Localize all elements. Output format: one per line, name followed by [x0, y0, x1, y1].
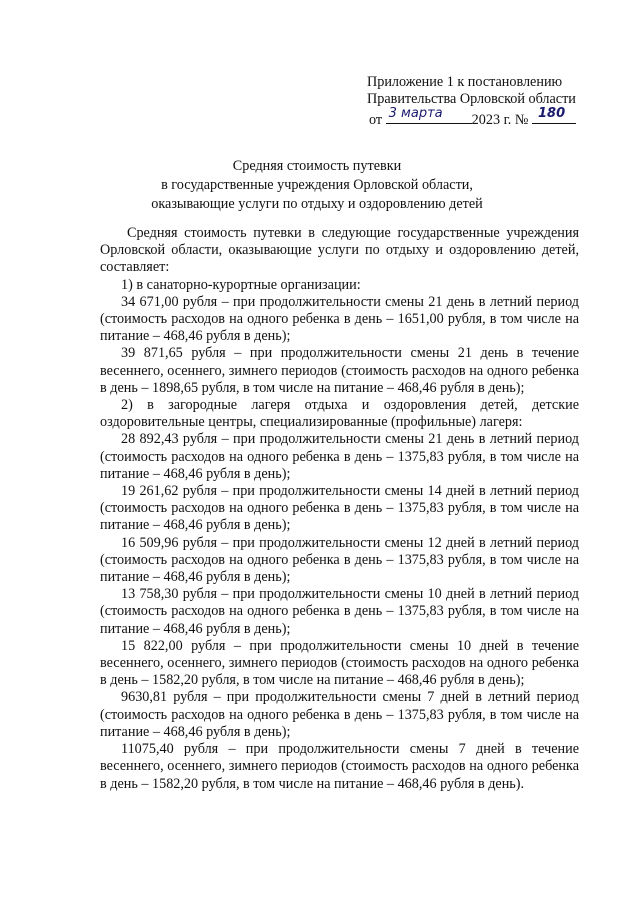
- appendix-year-text: 2023 г. №: [471, 112, 529, 128]
- paragraph-price-item: 39 871,65 рубля – при продолжительности смены 21 день в течение весеннего, осеннего, зимнего периодов (стоимость расходов на одного ребенка в день – 1898,65 рубля, в том числе на питание – 468,46 рубля в день);: [100, 345, 579, 396]
- paragraph-price-item: 28 892,43 рубля – при продолжительности смены 21 день в летний период (стоимость расходов на одного ребенка в день – 1375,83 рубля, в том числе на питание – 468,46 рубля в день);: [100, 431, 579, 482]
- handwritten-number-text: 180: [537, 106, 566, 121]
- appendix-header: [367, 74, 617, 129]
- paragraph-price-item: 34 671,00 рубля – при продолжительности смены 21 день в летний период (стоимость расходов на одного ребенка в день – 1651,00 рубля, в том числе на питание – 468,46 рубля в день);: [100, 293, 579, 345]
- paragraph-price-item: 16 509,96 рубля – при продолжительности смены 12 дней в летний период (стоимость расходов на одного ребенка в день – 1375,83 рубля, в том числе на питание – 468,46 рубля в день);: [100, 534, 579, 586]
- paragraph-camps-heading: 2) в загородные лагеря отдыха и оздоровления детей, детские оздоровительные центры, специализированные (профильные) лагеря:: [100, 397, 579, 431]
- paragraph-price-item: 19 261,62 рубля – при продолжительности смены 14 дней в летний период (стоимость расходов на одного ребенка в день – 1375,83 рубля, в том числе на питание – 468,46 рубля в день);: [100, 483, 579, 534]
- title-line-1: Средняя стоимость путевки: [232, 158, 402, 174]
- title-line-2: в государственные учреждения Орловской области,: [161, 177, 473, 193]
- paragraph-intro: Средняя стоимость путевки в следующие государственные учреждения Орловской области, оказывающие услуги по отдыху и оздоровлению детей, составляет:: [100, 225, 579, 276]
- paragraph-sanatorium-heading: 1) в санаторно-курортные организации:: [121, 276, 361, 293]
- paragraph-price-item: 11075,40 рубля – при продолжительности смены 7 дней в течение весеннего, осеннего, зимнего периодов (стоимость расходов на одного ребенка в день – 1582,20 рубля, в том числе на питание – 468,46 рубля в день).: [100, 741, 579, 792]
- handwritten-number: [532, 108, 576, 124]
- appendix-line-3: [369, 108, 617, 129]
- paragraph-price-item: 15 822,00 рубля – при продолжительности смены 10 дней в течение весеннего, осеннего, зимнего периодов (стоимость расходов на одного ребенка в день – 1582,20 рубля, в том числе на питание – 468,46 рубля в день);: [100, 637, 579, 689]
- paragraph-price-item: 9630,81 рубля – при продолжительности смены 7 дней в летний период (стоимость расходов на одного ребенка в день – 1375,83 рубля, в том числе на питание – 468,46 рубля в день);: [100, 689, 579, 740]
- appendix-line-1: Приложение 1 к постановлению: [367, 74, 563, 90]
- document-body: [100, 225, 579, 793]
- title-line-3: оказывающие услуги по отдыху и оздоровлению детей: [151, 196, 483, 212]
- appendix-line-2: Правительства Орловской области: [367, 91, 576, 107]
- document-title: [100, 157, 534, 214]
- appendix-date-prefix: от: [369, 112, 383, 128]
- handwritten-date-text: 3 марта: [388, 106, 443, 121]
- handwritten-date: [386, 108, 472, 124]
- paragraph-price-item: 13 758,30 рубля – при продолжительности смены 10 дней в летний период (стоимость расходов на одного ребенка в день – 1375,83 рубля, в том числе на питание – 468,46 рубля в день);: [100, 586, 579, 637]
